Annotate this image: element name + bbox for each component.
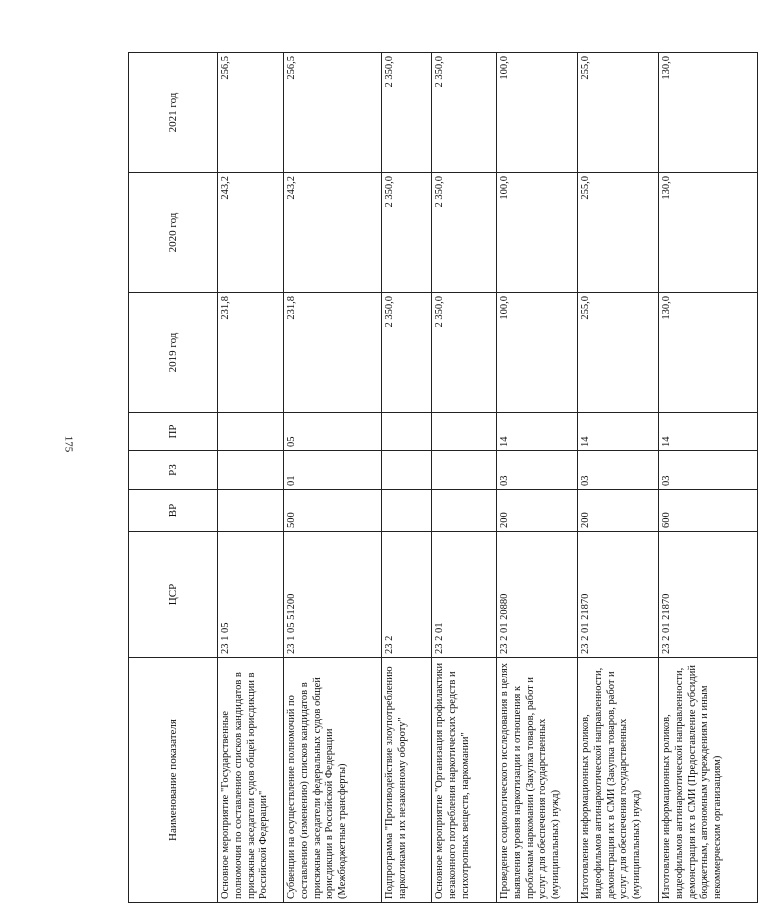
- cell-rz: [432, 451, 497, 490]
- cell-vr: [432, 490, 497, 532]
- cell-csr: 23 2: [382, 532, 432, 658]
- table-row: [432, 53, 497, 903]
- cell-rz: 03: [578, 451, 659, 490]
- rotated-table-container: [128, 53, 724, 903]
- header-2020: 2020 год: [129, 173, 218, 293]
- cell-name: Изготовление информационных роликов, видеофильмов антинаркотической направленности, демонстрация их в СМИ (Предоставление субсидий бюджетным, автономным учреждениям и иным некоммерческим организациям): [659, 658, 758, 903]
- table-row: [284, 53, 382, 903]
- cell-name: Подпрограмма "Противодействие злоупотреблению наркотиками и их незаконному обороту": [382, 658, 432, 903]
- cell-pr: 14: [578, 413, 659, 451]
- cell-2020: 2 350,0: [382, 173, 432, 293]
- cell-pr: [382, 413, 432, 451]
- table-header-row: [129, 53, 218, 903]
- table-row: [382, 53, 432, 903]
- cell-rz: 03: [497, 451, 578, 490]
- header-rz: РЗ: [129, 451, 218, 490]
- cell-2020: 243,2: [284, 173, 382, 293]
- cell-vr: 200: [578, 490, 659, 532]
- cell-2020: 255,0: [578, 173, 659, 293]
- table-row: [218, 53, 284, 903]
- cell-2021: 2 350,0: [382, 53, 432, 173]
- header-csr: ЦСР: [129, 532, 218, 658]
- cell-pr: 14: [497, 413, 578, 451]
- cell-2019: 2 350,0: [432, 293, 497, 413]
- cell-2020: 100,0: [497, 173, 578, 293]
- cell-2021: 256,5: [284, 53, 382, 173]
- cell-2019: 2 350,0: [382, 293, 432, 413]
- header-name: Наименование показателя: [129, 658, 218, 903]
- page-number: 175: [62, 435, 75, 453]
- header-2019: 2019 год: [129, 293, 218, 413]
- cell-2021: 2 350,0: [432, 53, 497, 173]
- cell-rz: 01: [284, 451, 382, 490]
- cell-2021: 256,5: [218, 53, 284, 173]
- cell-2019: 231,8: [284, 293, 382, 413]
- cell-pr: 05: [284, 413, 382, 451]
- cell-csr: 23 2 01 21870: [659, 532, 758, 658]
- table-row: [497, 53, 578, 903]
- cell-2019: 231,8: [218, 293, 284, 413]
- cell-rz: [382, 451, 432, 490]
- cell-name: Проведение социологического исследования в целях выявления уровня наркотизации и отношения к проблемам наркомании (Закупка товаров, работ и услуг для обеспечения государственных (муниципальных) нужд): [497, 658, 578, 903]
- cell-pr: [432, 413, 497, 451]
- cell-2020: 130,0: [659, 173, 758, 293]
- header-vr: ВР: [129, 490, 218, 532]
- budget-table: [128, 52, 758, 903]
- cell-2021: 100,0: [497, 53, 578, 173]
- cell-name: Основное мероприятие "Организация профилактики незаконного потребления наркотических средств и психотропных веществ, наркомании": [432, 658, 497, 903]
- cell-vr: 500: [284, 490, 382, 532]
- cell-vr: 600: [659, 490, 758, 532]
- cell-vr: 200: [497, 490, 578, 532]
- cell-2019: 130,0: [659, 293, 758, 413]
- cell-csr: 23 1 05 51200: [284, 532, 382, 658]
- table-row: [578, 53, 659, 903]
- cell-name: Субвенции на осуществление полномочий по составлению (изменению) списков кандидатов в присяжные заседатели федеральных судов общей юрисдикции в Российской Федерации (Межбюджетные трансферты): [284, 658, 382, 903]
- cell-vr: [218, 490, 284, 532]
- cell-2021: 255,0: [578, 53, 659, 173]
- cell-rz: [218, 451, 284, 490]
- cell-2021: 130,0: [659, 53, 758, 173]
- cell-csr: 23 1 05: [218, 532, 284, 658]
- cell-pr: [218, 413, 284, 451]
- cell-pr: 14: [659, 413, 758, 451]
- table-row: [659, 53, 758, 903]
- header-2021: 2021 год: [129, 53, 218, 173]
- cell-name: Основное мероприятие "Государственные полномочия по составлению списков кандидатов в присяжные заседатели судов общей юрисдикции в Российской Федерации": [218, 658, 284, 903]
- cell-rz: 03: [659, 451, 758, 490]
- cell-csr: 23 2 01: [432, 532, 497, 658]
- cell-2019: 100,0: [497, 293, 578, 413]
- cell-csr: 23 2 01 21870: [578, 532, 659, 658]
- cell-name: Изготовление информационных роликов, видеофильмов антинаркотической направленности, демонстрация их в СМИ (Закупка товаров, работ и услуг для обеспечения государственных (муниципальных) нужд): [578, 658, 659, 903]
- cell-vr: [382, 490, 432, 532]
- cell-2020: 2 350,0: [432, 173, 497, 293]
- cell-2019: 255,0: [578, 293, 659, 413]
- header-pr: ПР: [129, 413, 218, 451]
- cell-2020: 243,2: [218, 173, 284, 293]
- cell-csr: 23 2 01 20880: [497, 532, 578, 658]
